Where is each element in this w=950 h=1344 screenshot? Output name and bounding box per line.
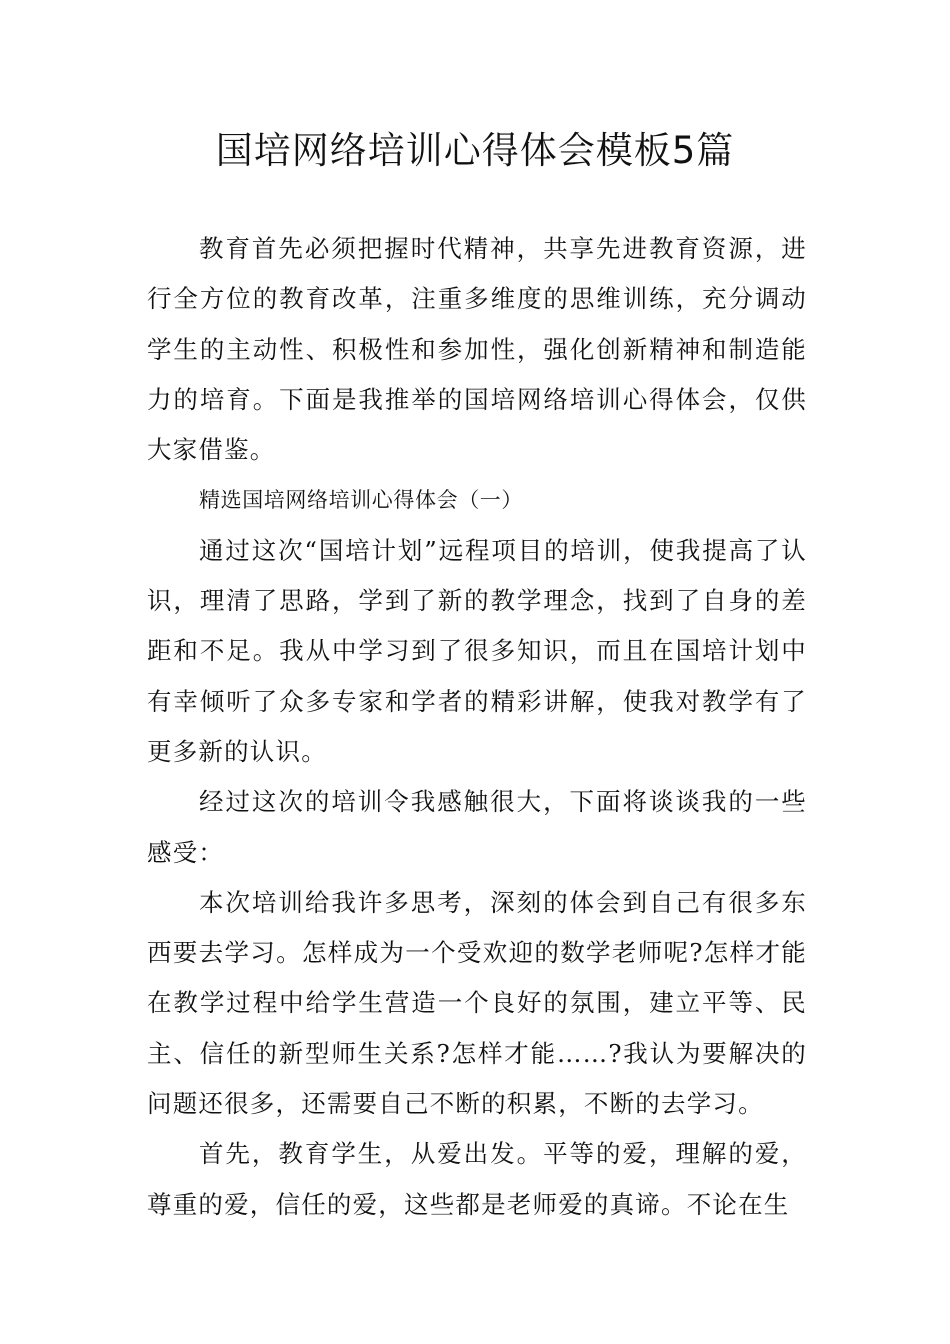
document-body — [147, 224, 807, 1230]
section-heading-1: 精选国培网络培训心得体会（一） — [199, 488, 523, 513]
paragraph-love-education: 首先，教育学生，从爱出发。平等的爱，理解的爱，尊重的爱，信任的爱，这些都是老师爱的真谛。不论在生 — [147, 1139, 807, 1219]
paragraph-reflection: 本次培训给我许多思考，深刻的体会到自己有很多东西要去学习。怎样成为一个受欢迎的数学老师呢?怎样才能在教学过程中给学生营造一个良好的氛围，建立平等、民主、信任的新型师生关系?怎样才能……?我认为要解决的问题还很多，还需要自己不断的积累，不断的去学习。 — [147, 887, 807, 1119]
paragraph-training-summary: 通过这次“国培计划”远程项目的培训，使我提高了认识，理清了思路，学到了新的教学理念，找到了自身的差距和不足。我从中学习到了很多知识，而且在国培计划中有幸倾听了众多专家和学者的精彩讲解，使我对教学有了更多新的认识。 — [147, 535, 807, 766]
paragraph-feelings-intro: 经过这次的培训令我感触很大，下面将谈谈我的一些感受： — [147, 787, 807, 867]
document-title: 国培网络培训心得体会模板5篇 — [215, 129, 735, 172]
paragraph-intro: 教育首先必须把握时代精神，共享先进教育资源，进行全方位的教育改革，注重多维度的思维训练，充分调动学生的主动性、积极性和参加性，强化创新精神和制造能力的培育。下面是我推举的国培网络培训心得体会，仅供大家借鉴。 — [147, 234, 807, 465]
